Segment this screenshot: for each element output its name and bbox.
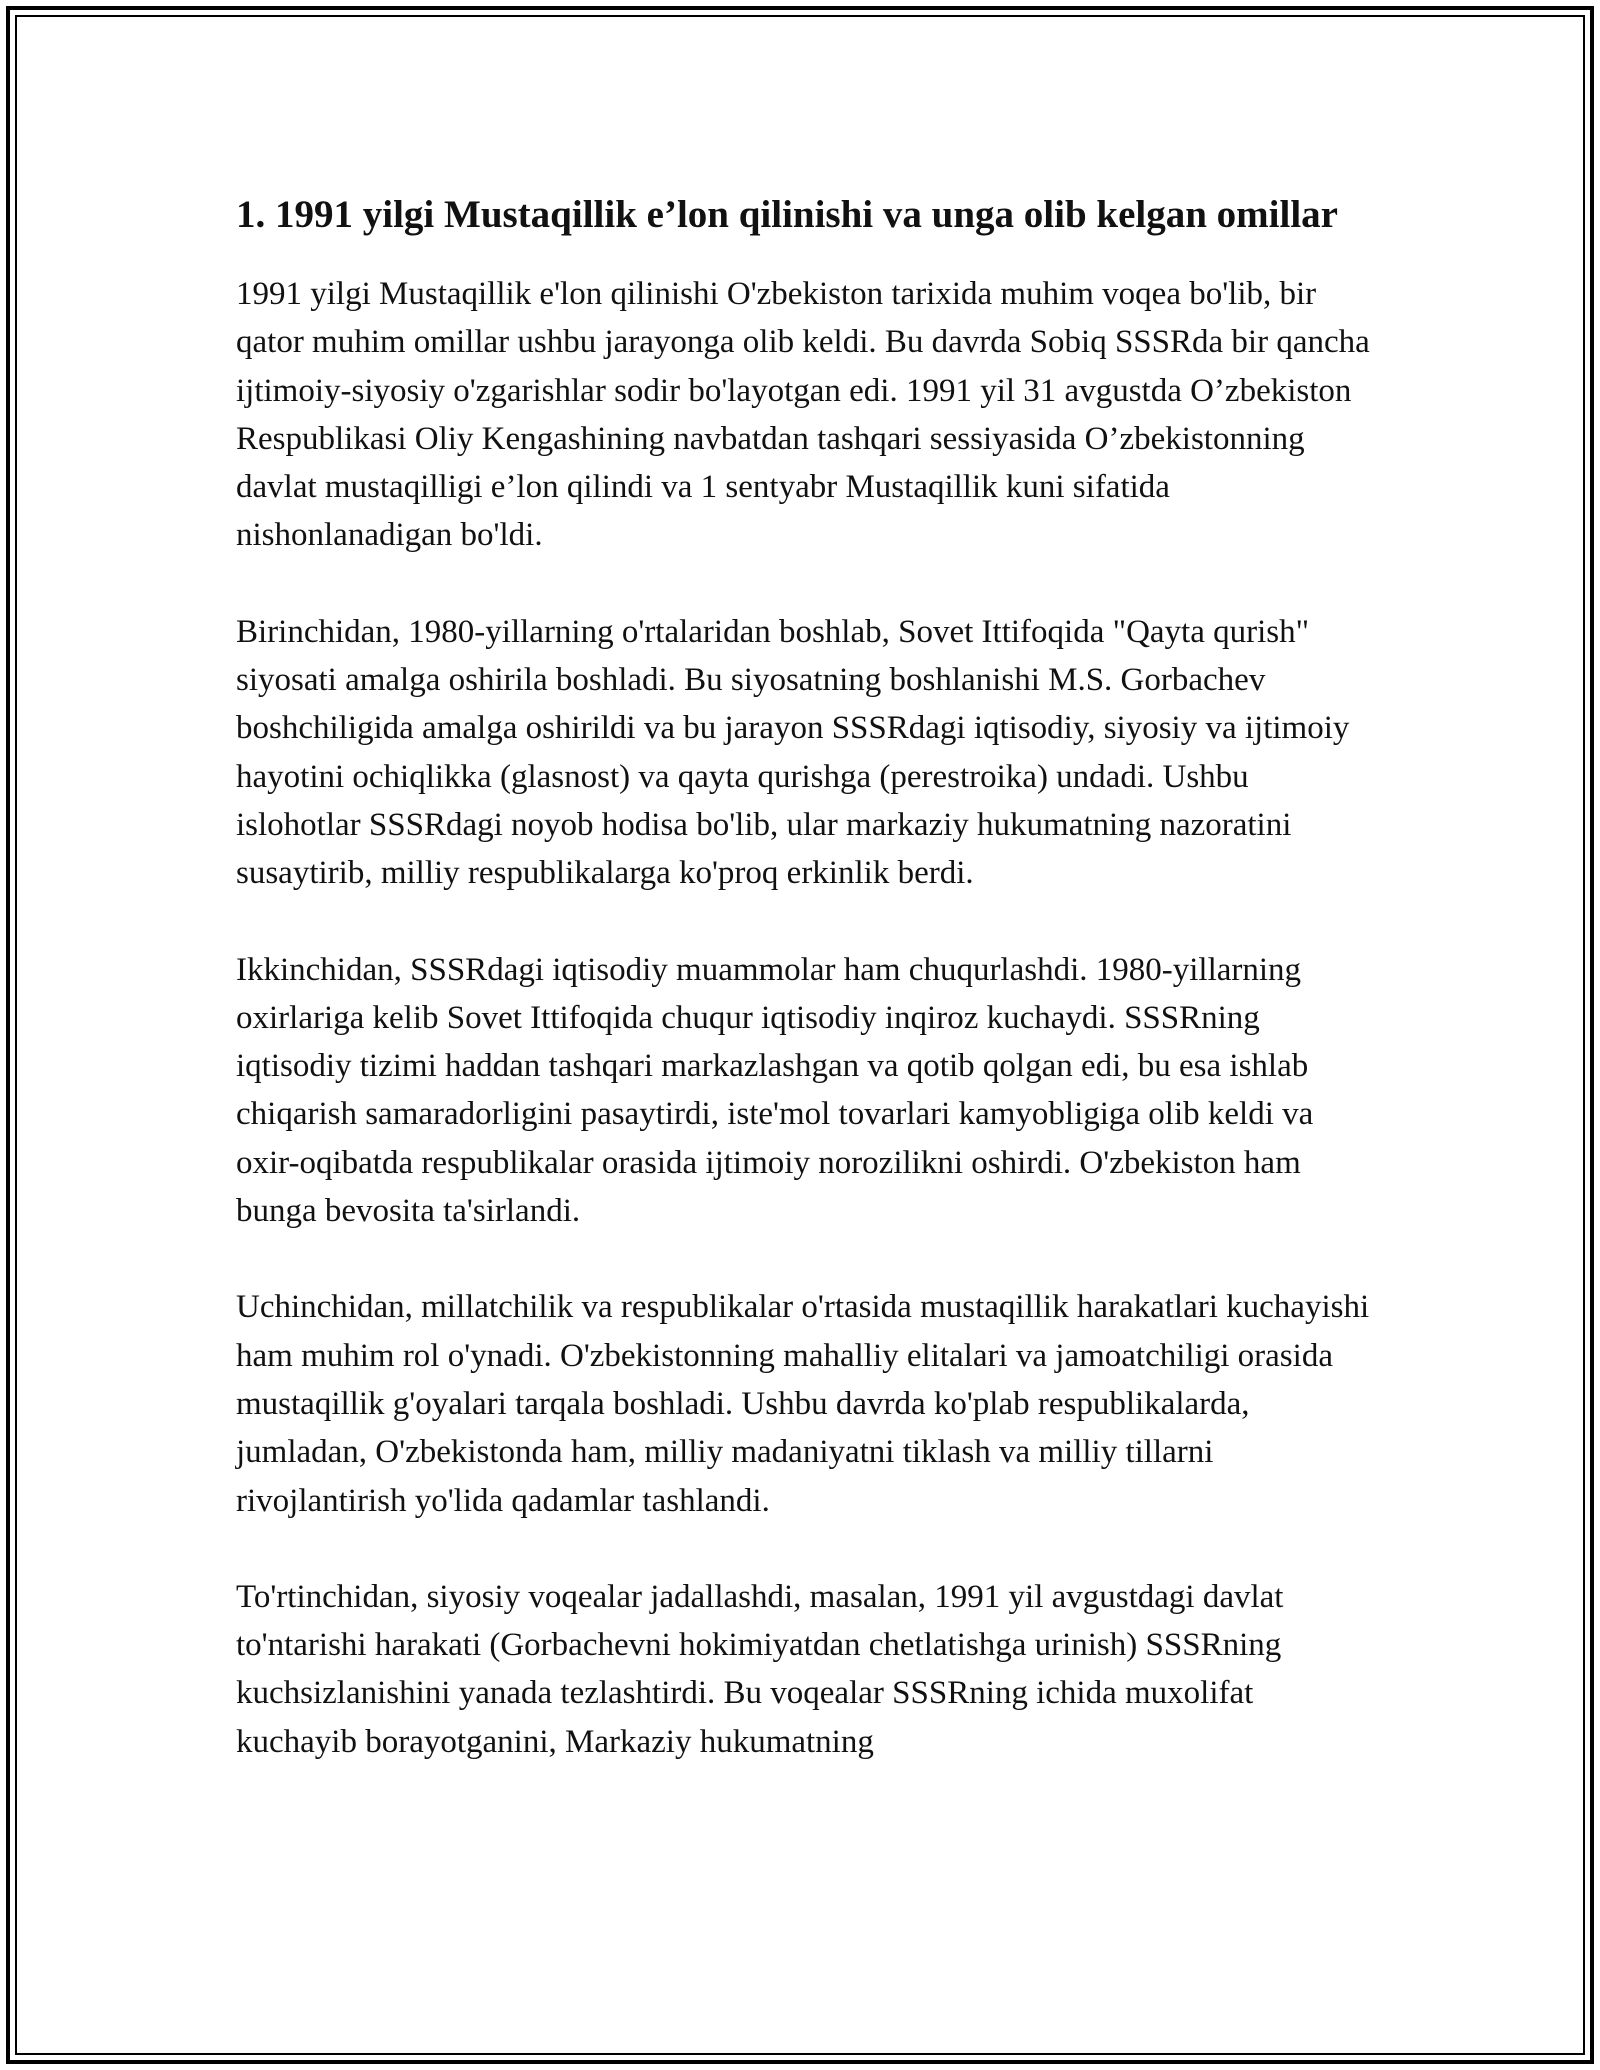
paragraph-third-factor: Uchinchidan, millatchilik va respublikalar o'rtasida mustaqillik harakatlari kuchayishi ham muhim rol o'ynadi. O'zbekistonning mahalliy elitalari va jamoatchiligi orasida mustaqillik g'oyalari tarqala boshladi. Ushbu davrda ko'plab respublikalarda, jumladan, O'zbekistonda ham, milliy madaniyatni tiklash va milliy tillarni rivojlantirish yo'lida qadamlar tashlandi. xyxy=(236,1289,1370,1519)
paragraph-fourth-factor: To'rtinchidan, siyosiy voqealar jadallashdi, masalan, 1991 yil avgustdagi davlat to'ntarishi harakati (Gorbachevni hokimiyatdan chetlatishga urinish) SSSRning kuchsizlanishini yanada tezlashtirdi. Bu voqealar SSSRning ichida muxolifat kuchayib borayotganini, Markaziy hukumatning xyxy=(236,1578,1284,1760)
paragraph-intro: 1991 yilgi Mustaqillik e'lon qilinishi O'zbekiston tarixida muhim voqea bo'lib, bir qator muhim omillar ushbu jarayonga olib keldi. Bu davrda Sobiq SSSRda bir qancha ijtimoiy-siyosiy o'zgarishlar sodir bo'layotgan edi. 1991 yil 31 avgustda O’zbekiston Respublikasi Oliy Kengashining navbatdan tashqari sessiyasida O’zbekistonning davlat mustaqilligi e’lon qilindi va 1 sentyabr Mustaqillik kuni sifatida nishonlanadigan bo'ldi. xyxy=(236,276,1370,554)
paragraph-first-factor: Birinchidan, 1980-yillarning o'rtalaridan boshlab, Sovet Ittifoqida "Qayta qurish" siyosati amalga oshirila boshladi. Bu siyosatning boshlanishi M.S. Gorbachev boshchiligida amalga oshirildi va bu jarayon SSSRdagi iqtisodiy, siyosiy va ijtimoiy hayotini ochiqlikka (glasnost) va qayta qurishga (perestroika) undadi. Ushbu islohotlar SSSRdagi noyob hodisa bo'lib, ular markaziy hukumatning nazoratini susaytirib, milliy respublikalarga ko'proq erkinlik berdi. xyxy=(236,613,1350,892)
section-heading: 1. 1991 yilgi Mustaqillik e’lon qilinishi va unga olib kelgan omillar xyxy=(236,193,1338,236)
paragraph-second-factor: Ikkinchidan, SSSRdagi iqtisodiy muammolar ham chuqurlashdi. 1980-yillarning oxirlariga kelib Sovet Ittifoqida chuqur iqtisodiy inqiroz kuchaydi. SSSRning iqtisodiy tizimi haddan tashqari markazlashgan va qotib qolgan edi, bu esa ishlab chiqarish samaradorligini pasaytirdi, iste'mol tovarlari kamyobligiga olib keldi va oxir-oqibatda respublikalar orasida ijtimoiy norozilikni oshirdi. O'zbekiston ham bunga bevosita ta'sirlandi. xyxy=(236,951,1314,1230)
document-body xyxy=(236,188,1376,1814)
